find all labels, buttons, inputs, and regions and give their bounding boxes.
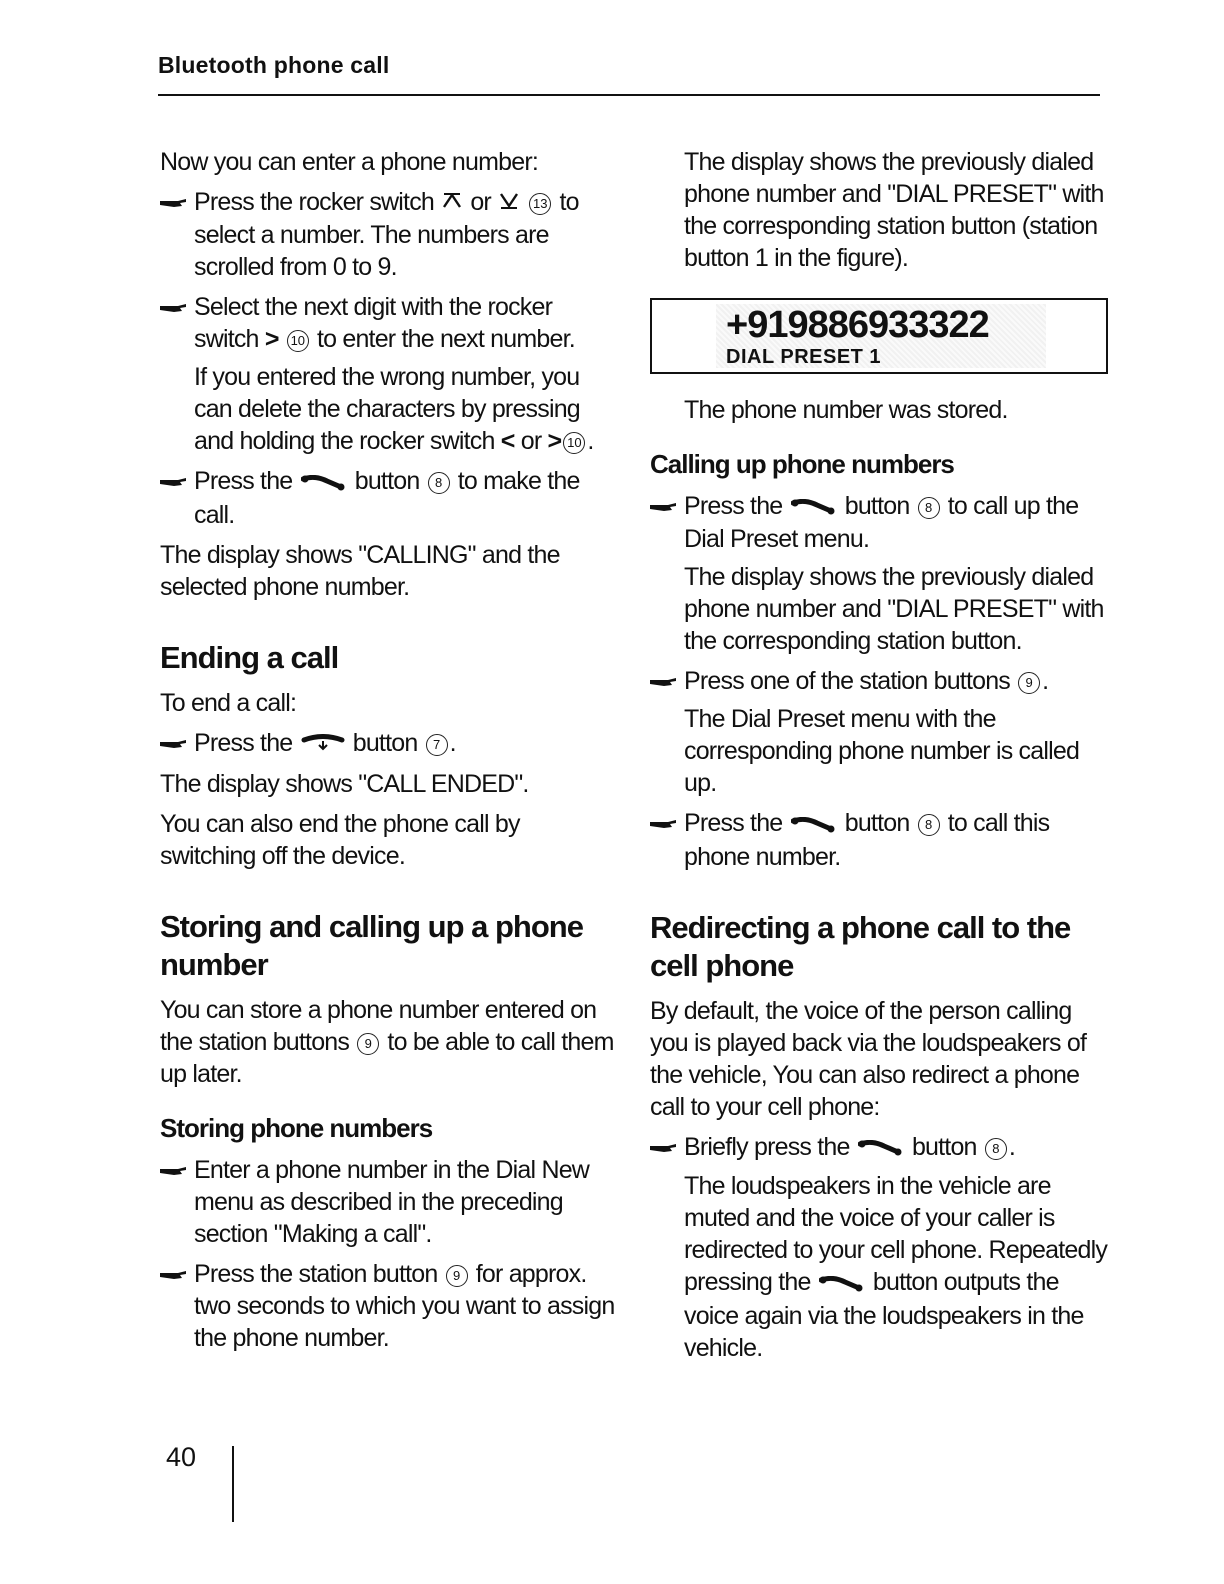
right-column xyxy=(650,146,1108,1372)
page-number: 40 xyxy=(166,1442,197,1472)
phone-pickup-icon xyxy=(858,1132,904,1164)
switch-off-text: You can also end the phone call by switching off the device. xyxy=(160,810,520,871)
pointing-hand-icon xyxy=(160,465,190,497)
page-number-rule xyxy=(232,1446,234,1522)
step-enter-number: Enter a phone number in the Dial New menu as described in the preceding section "Making a call". xyxy=(160,1154,618,1250)
step-press-station: Press the station button 9 for approx. two seconds to which you want to assign the phone number. xyxy=(160,1258,618,1354)
phone-pickup-icon xyxy=(819,1268,865,1300)
ending-intro: To end a call: xyxy=(160,688,297,717)
pointing-hand-icon xyxy=(160,727,190,759)
call-ended-text: The display shows "CALL ENDED". xyxy=(160,770,529,799)
running-header: Bluetooth phone call xyxy=(158,52,390,78)
ref-8-badge: 8 xyxy=(918,497,940,519)
redirecting-heading: Redirecting a phone call to the cell phone xyxy=(650,909,1071,983)
ref-9-badge: 9 xyxy=(446,1265,468,1287)
preset-menu-note: The Dial Preset menu with the corresponding phone number is called up. xyxy=(684,705,1080,798)
ref-9-badge: 9 xyxy=(357,1033,379,1055)
ref-10-badge: 10 xyxy=(287,330,309,352)
left-column xyxy=(160,146,618,1362)
step-call-number: Press the button 8 to call this phone number. xyxy=(650,807,1108,872)
step-select-number: Press the rocker switch or 13 to select a number. The numbers are scrolled from 0 to 9. xyxy=(160,186,618,283)
pointing-hand-icon xyxy=(650,490,680,522)
number-stored-text: The phone number was stored. xyxy=(684,396,1008,424)
calling-display-text: The display shows "CALLING" and the selected phone number. xyxy=(160,540,560,601)
redirect-intro: By default, the voice of the person calling you is played back via the loudspeakers of the vehicle, You can also redirect a phone call to your cell phone: xyxy=(650,996,1087,1121)
dial-preset-note: The display shows the previously dialed phone number and "DIAL PRESET" with the corresponding station button. xyxy=(684,563,1104,656)
phone-pickup-icon xyxy=(301,467,347,499)
step-call-up-menu: Press the button 8 to call up the Dial Preset menu. The display shows the previously dialed phone number and "DIAL PRESET" with the corresponding station button. xyxy=(650,490,1108,657)
phone-pickup-icon xyxy=(791,491,837,523)
rocker-right-symbol: > xyxy=(264,325,279,354)
pointing-hand-icon xyxy=(650,1131,680,1163)
pointing-hand-icon xyxy=(160,291,190,323)
ref-8-badge: 8 xyxy=(428,472,450,494)
pointing-hand-icon xyxy=(650,665,680,697)
rocker-up-icon xyxy=(442,187,462,219)
pointing-hand-icon xyxy=(650,807,680,839)
step-make-call: Press the button 8 to make the call. xyxy=(160,465,618,530)
storing-numbers-subheading: Storing phone numbers xyxy=(160,1113,433,1144)
ending-call-heading: Ending a call xyxy=(160,639,339,675)
pointing-hand-icon xyxy=(160,1258,190,1290)
rocker-down-icon xyxy=(499,187,519,219)
ref-10-badge: 10 xyxy=(563,432,585,454)
wrong-number-note: If you entered the wrong number, you can delete the characters by pressing and holding the rocker switch < or > 10 . xyxy=(194,363,594,456)
storing-intro: You can store a phone number entered on the station buttons 9 to be able to call them up later. xyxy=(160,996,614,1089)
ref-13-badge: 13 xyxy=(529,193,551,215)
ref-8-badge: 8 xyxy=(985,1138,1007,1160)
pointing-hand-icon xyxy=(160,1154,190,1186)
display-figure xyxy=(650,298,1108,374)
storing-heading: Storing and calling up a phone number xyxy=(160,909,583,983)
step-next-digit: Select the next digit with the rocker switch > 10 to enter the next number. If you entered the wrong number, you can delete the characters by pressing and holding the rocker switch < or > 10 . xyxy=(160,291,618,457)
step-end-call: Press the button 7 . xyxy=(160,727,618,760)
redirect-note: The loudspeakers in the vehicle are muted and the voice of your caller is redirected to your cell phone. Repeatedly pressing the button outputs the voice again via the loudspeakers in the vehicle. xyxy=(684,1172,1108,1362)
pointing-hand-icon xyxy=(160,186,190,218)
preset-display-text: The display shows the previously dialed phone number and "DIAL PRESET" with the corresponding station button (station button 1 in the figure). xyxy=(684,148,1104,272)
step-press-station-button: Press one of the station buttons 9 . The Dial Preset menu with the corresponding phone number is called up. xyxy=(650,665,1108,799)
phone-hangup-icon xyxy=(301,728,345,760)
ref-8-badge: 8 xyxy=(918,814,940,836)
intro-text: Now you can enter a phone number: xyxy=(160,148,539,176)
step-briefly-press: Briefly press the button 8 . The loudspeakers in the vehicle are muted and the voice of your caller is redirected to your cell phone. Repeatedly pressing the button outputs the voice again via the loudspeakers in the vehicle. xyxy=(650,1131,1108,1364)
header-rule xyxy=(158,94,1100,96)
ref-9-badge: 9 xyxy=(1018,672,1040,694)
phone-pickup-icon xyxy=(791,809,837,841)
rocker-left-symbol: < xyxy=(500,427,515,456)
display-phone-number: +919886933322 xyxy=(726,304,989,346)
rocker-right-symbol: > xyxy=(547,427,562,456)
ref-7-badge: 7 xyxy=(426,734,448,756)
calling-up-subheading: Calling up phone numbers xyxy=(650,449,954,479)
display-preset-label: DIAL PRESET 1 xyxy=(726,346,882,368)
